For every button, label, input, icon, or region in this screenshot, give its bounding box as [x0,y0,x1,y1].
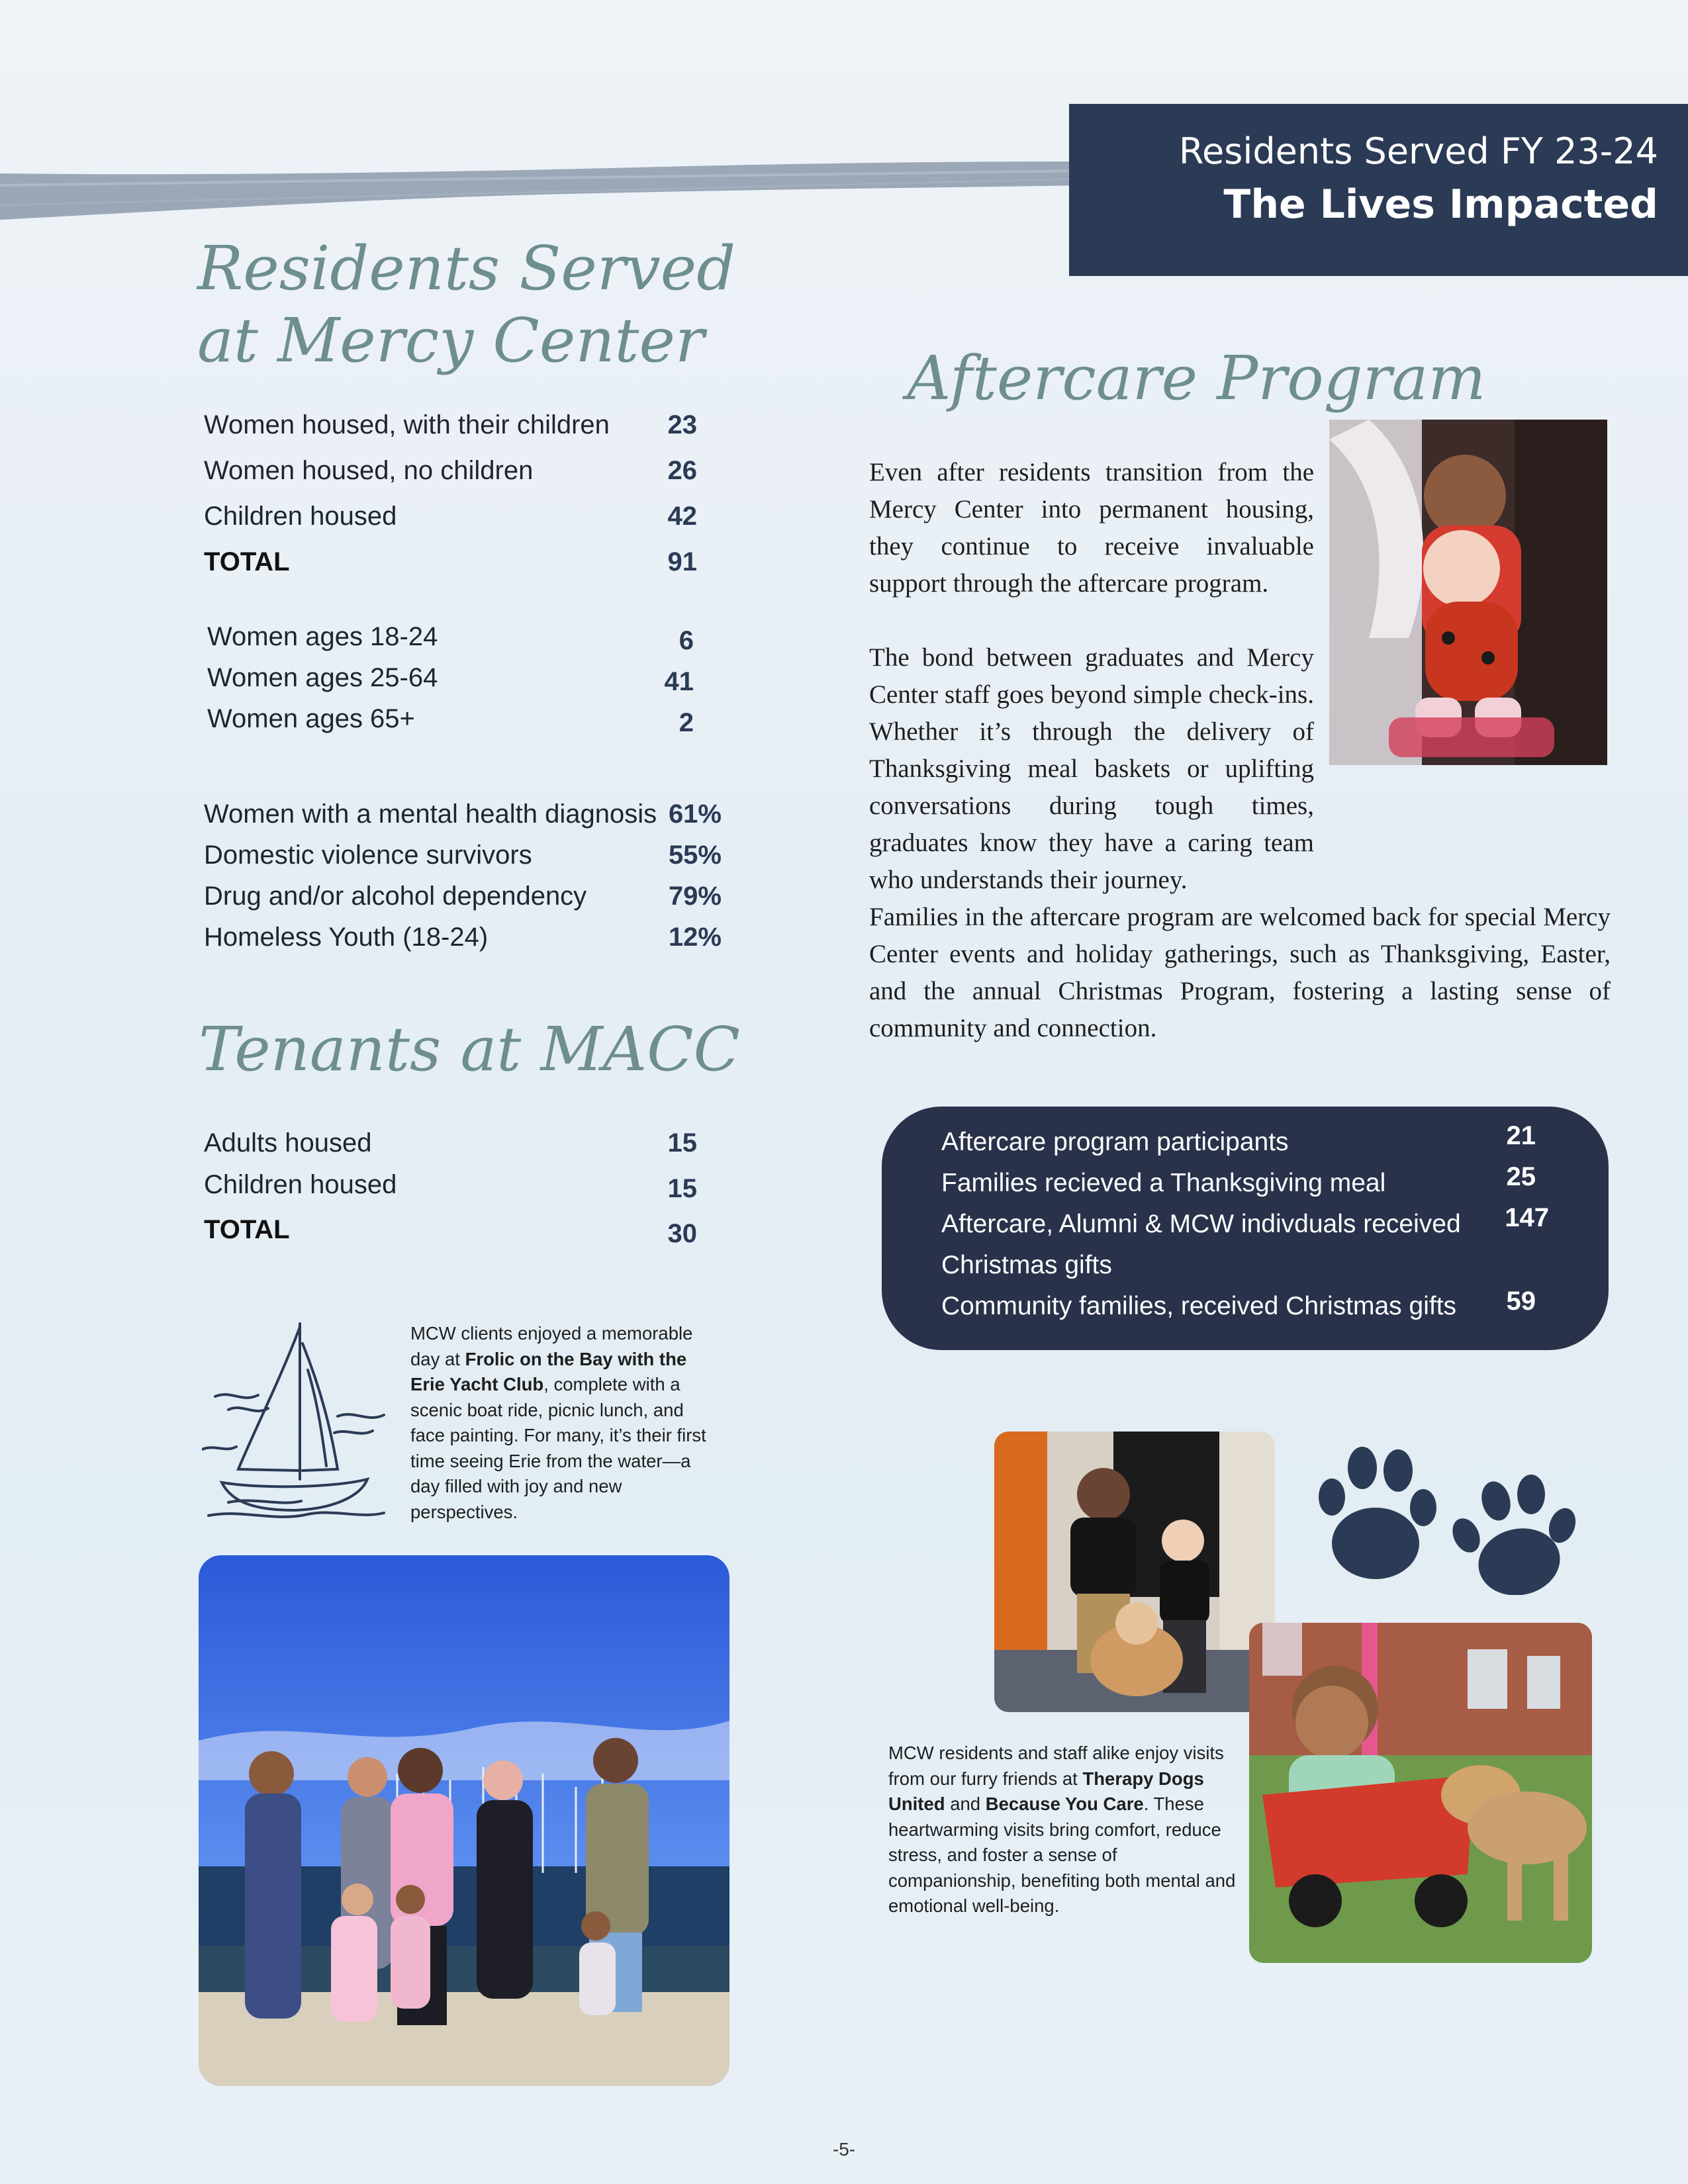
header-banner [1069,104,1688,276]
stat-value: 42 [667,502,697,531]
aftercare-paragraph: Even after residents transition from the Mercy Center into permanent housing, they continue to receive invaluable support through the aftercare program. [869,458,1314,598]
therapy-dog-photo-wagon [1249,1623,1592,1963]
stat-label: Women ages 18-24 [207,622,438,651]
pill-stat-value: 59 [1506,1287,1536,1316]
therapy-org-name: Because You Care [985,1794,1144,1814]
stat-label: Women housed, with their children [204,410,610,439]
therapy-dogs-caption [888,1741,1236,1919]
header-title: The Lives Impacted [1223,181,1658,228]
paw-print-icon [1317,1443,1595,1595]
stat-value: 61% [668,799,722,829]
stat-value: 23 [667,410,697,439]
mercy-heading-line2: at Mercy Center [197,304,704,376]
stat-value: 91 [667,547,697,576]
stat-value: 55% [668,841,722,870]
header-subtitle: Residents Served FY 23-24 [1178,130,1658,172]
stat-value: 79% [668,882,722,911]
stat-value: 15 [667,1174,697,1203]
pill-stat-label: Community families, received Christmas gifts [941,1292,1457,1320]
stat-value: 30 [667,1219,697,1248]
mercy-heading-line1: Residents Served [197,233,736,304]
group-photo [199,1555,729,2086]
stat-label: Women housed, no children [204,456,534,485]
stat-label: Women ages 65+ [207,704,415,733]
stat-value: 12% [668,923,722,952]
stat-label: Drug and/or alcohol dependency [204,882,587,911]
frolic-event-name: Frolic on the Bay with the Erie Yacht Club [410,1348,687,1394]
pill-stat-label: Aftercare program participants [941,1128,1289,1156]
aftercare-heading: Aftercare Program [907,343,1486,414]
aftercare-stats-panel [882,1107,1609,1350]
stat-value: 6 [679,626,694,655]
stat-value: 2 [679,708,694,737]
therapy-text: MCW residents and staff alike enjoy visits from our furry friends at [888,1743,1224,1789]
frolic-caption [410,1321,722,1525]
sailboat-icon [202,1317,387,1529]
stat-label: TOTAL [204,1215,290,1244]
stat-label: Children housed [204,502,397,531]
therapy-org-name: Therapy Dogs United [888,1768,1204,1814]
brush-stroke-decoration [0,159,1086,225]
stat-value: 26 [667,456,697,485]
mercy-center-heading [197,233,735,377]
stat-label: Women ages 25-64 [207,663,438,692]
aftercare-paragraph [869,639,1314,899]
therapy-dog-photo-boys [994,1432,1275,1712]
pill-stat-value: 21 [1506,1121,1536,1150]
aftercare-paragraph: Families in the aftercare program are welcomed back for special Mercy Center events and holiday gatherings, such as Thanksgiving, Easter, and the annual Christmas Program, fostering a lasting sense of community and connection. [869,903,1611,1042]
page-number: -5- [832,2139,856,2160]
stat-label: Children housed [204,1170,397,1199]
pill-stat-value: 147 [1505,1203,1549,1232]
therapy-text: and [945,1794,986,1814]
pill-stat-value: 25 [1506,1162,1536,1191]
aftercare-paragraph-text: The bond between graduates and Mercy Center staff goes beyond simple check-ins. Whether it’s through the delivery of Thanksgiving meal baskets or uplifting conversations during tough times, graduates know they have a caring team who understands their journey. [869,643,1314,894]
frolic-text: , complete with a scenic boat ride, picnic lunch, and face painting. For many, it’s their first time seeing Erie from the water—a day filled with joy and new perspectives. [410,1374,706,1522]
pill-stat-label-continued: Christmas gifts [941,1251,1112,1279]
pill-stat-label: Aftercare, Alumni & MCW indivduals received [941,1210,1461,1238]
frolic-text: MCW clients enjoyed a memorable day at [410,1323,693,1369]
pill-stat-label: Families recieved a Thanksgiving meal [941,1169,1386,1197]
stat-label: Homeless Youth (18-24) [204,923,489,952]
therapy-text: . These heartwarming visits bring comfort, reduce stress, and foster a sense of companionship, benefiting both mental and emotional well-being. [888,1794,1236,1916]
stat-label: TOTAL [204,547,290,576]
stat-value: 15 [667,1128,697,1158]
macc-heading: Tenants at MACC [199,1014,740,1085]
stat-label: Domestic violence survivors [204,841,532,870]
aftercare-photo [1329,420,1607,765]
stat-label: Women with a mental health diagnosis [204,799,657,829]
stat-label: Adults housed [204,1128,372,1158]
stat-value: 41 [664,667,694,696]
